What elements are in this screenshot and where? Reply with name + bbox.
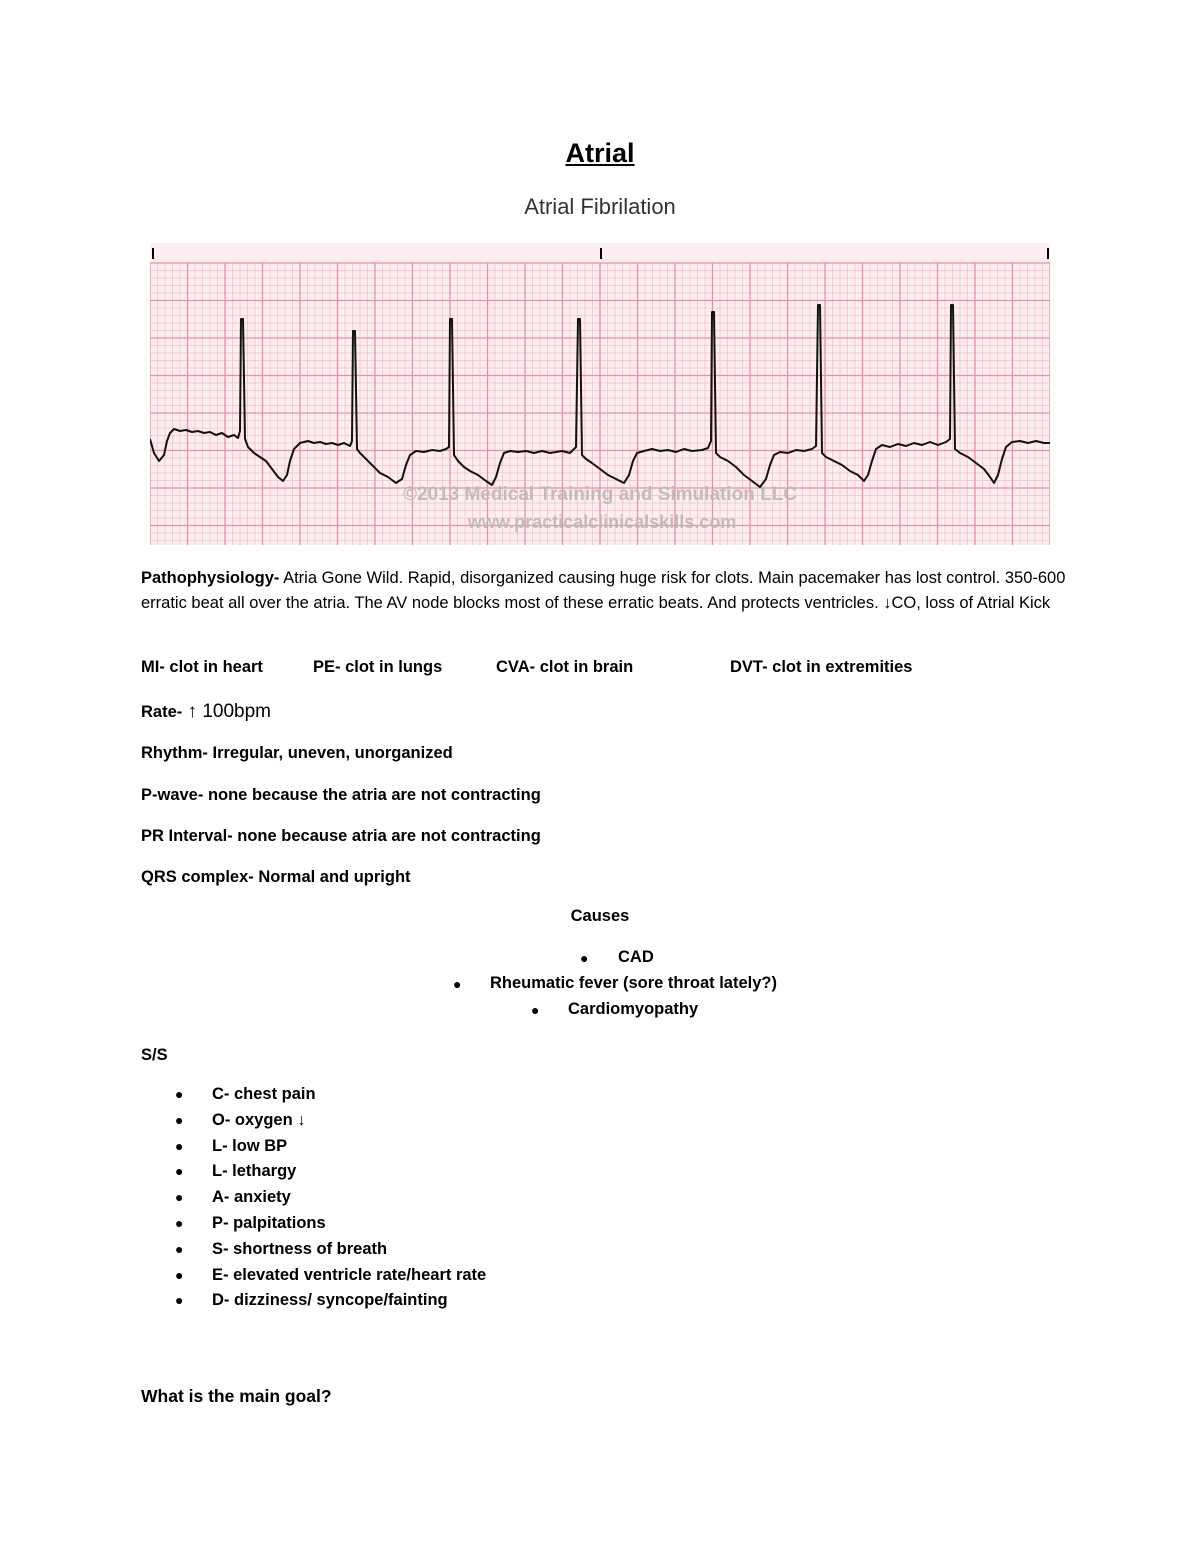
clot-pe: PE- clot in lungs [313, 658, 443, 676]
rate-line [141, 699, 271, 725]
bullet-icon: ● [175, 1163, 184, 1180]
causes-heading: Causes [570, 907, 630, 925]
bullet-icon: ● [175, 1189, 184, 1206]
p-wave-line: P-wave- none because the atria are not contracting [141, 786, 541, 804]
ecg-subtitle: Atrial Fibrilation [524, 194, 676, 219]
clot-dvt: DVT- clot in extremities [730, 658, 913, 676]
bullet-icon: ● [175, 1214, 184, 1231]
bullet-icon: ● [175, 1266, 184, 1283]
qrs-line: QRS complex- Normal and upright [141, 868, 411, 886]
rhythm-line: Rhythm- Irregular, uneven, unorganized [141, 744, 453, 762]
bullet-icon: ● [175, 1292, 184, 1309]
rate-label: Rate- [141, 703, 183, 721]
bullet-icon: ● [175, 1137, 184, 1154]
ecg-watermark-url: www.practicalclinicalskills.com [467, 512, 737, 532]
pathophysiology-label: Pathophysiology- [141, 569, 280, 587]
cause-item: CAD [618, 948, 654, 966]
bullet-icon: ● [175, 1111, 184, 1128]
clot-types-row [141, 658, 1041, 683]
clot-mi: MI- clot in heart [141, 658, 263, 676]
rate-value: ↑ 100bpm [182, 701, 271, 722]
pr-interval-line: PR Interval- none because atria are not contracting [141, 827, 541, 845]
cause-item: Cardiomyopathy [568, 1000, 699, 1018]
clot-cva: CVA- clot in brain [496, 658, 634, 676]
bullet-icon: ● [453, 976, 462, 992]
ecg-strip-image [150, 243, 1050, 545]
main-goal-question: What is the main goal? [141, 1386, 332, 1406]
bullet-icon: ● [580, 950, 589, 966]
document-page: Atrial Atrial Fibrilation ©2013 Medical Training and Simulation LLC www.practicalclinicalskills.com Pathophysiology- Atria Gone Wild. Rapid, disorganized causing huge risk for clots. Main pacemaker has lost control. 350-600 erratic beat all over the atria. The AV node blocks most of these erratic beats. And protects ventricles. ↓CO, loss of Atrial Kick MI- clot in heart PE- clot in lungs CVA- clot in brain DVT- clot in extremities Rate- ↑ 100bpm Rhythm- Irregular, uneven, unorganized P-wave- none because the atria are not contracting PR Interval- none because atria are not contracting QRS complex- Normal and upright Causes ● CAD ● Rheumatic fever (sore throat lately?) ● Cardiomyopathy S/S ● C- chest pain ● O- oxygen ↓ ● L- low BP ● L- lethargy ● A- anxiety ● P- palpitations ● S- shortness of breath ● E- elevated ventricle rate/heart rate ● D- dizziness/ syncope/fainting What is the main goal? [0, 0, 1200, 1553]
pathophysiology-text: Atria Gone Wild. Rapid, disorganized causing huge risk for clots. Main pacemaker has lost control. 350-600 erratic beat all over the atria. The AV node blocks most of these erratic beats. And protects ventricles. ↓CO, loss of Atrial Kick [141, 569, 1066, 612]
page-title: Atrial [565, 138, 635, 168]
cause-item: Rheumatic fever (sore throat lately?) [490, 974, 777, 992]
pathophysiology-paragraph [141, 566, 1081, 616]
bullet-icon: ● [175, 1240, 184, 1257]
bullet-icon: ● [531, 1002, 540, 1018]
bullet-icon: ● [175, 1086, 184, 1102]
ecg-watermark: ©2013 Medical Training and Simulation LLC [402, 484, 798, 505]
ss-heading: S/S [141, 1046, 168, 1064]
